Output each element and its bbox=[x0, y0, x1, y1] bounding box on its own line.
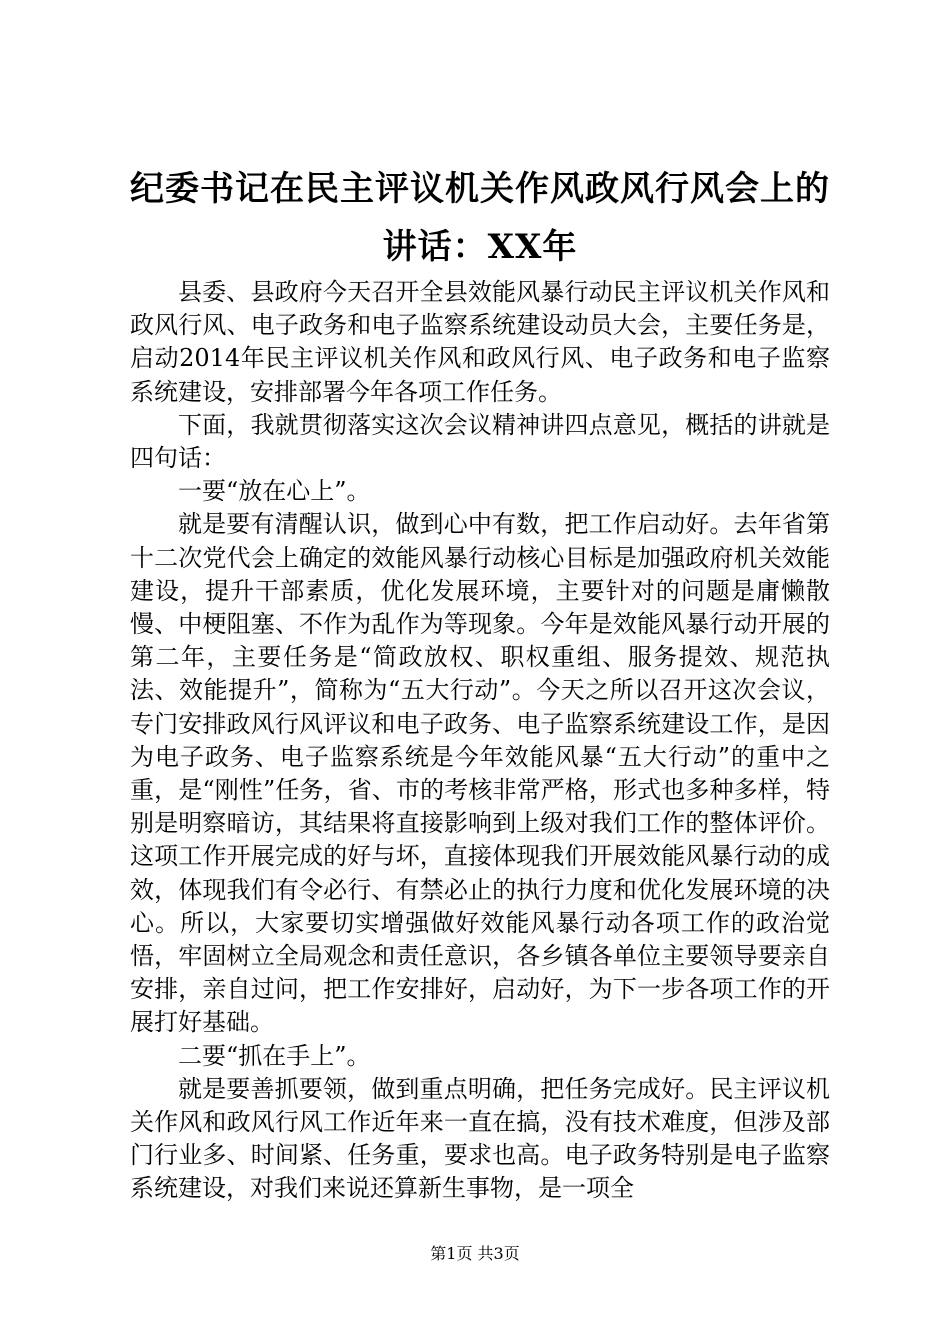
page-footer: 第1页 共3页 bbox=[430, 1244, 520, 1263]
title-line-1: 纪委书记在民主评议机关作风政风行风会上的 bbox=[130, 169, 830, 209]
document-body bbox=[130, 276, 830, 1206]
heading-point-1: 一要“放在心上”。 bbox=[178, 477, 371, 506]
heading-point-2: 二要“抓在手上”。 bbox=[178, 1041, 371, 1070]
document-page bbox=[130, 160, 830, 1206]
paragraph-3: 就是要有清醒认识，做到心中有数，把工作启动好。去年省第十二次党代会上确定的效能风暴行动核心目标是加强政府机关效能建设，提升干部素质，优化发展环境，主要针对的问题是庸懒散慢、中梗阻塞、不作为乱作为等现象。今年是效能风暴行动开展的第二年，主要任务是“简政放权、职权重组、服务提效、规范执法、效能提升”，简称为“五大行动”。今天之所以召开这次会议，专门安排政风行风评议和电子政务、电子监察系统建设工作，是因为电子政务、电子监察系统是今年效能风暴“五大行动”的重中之重，是“刚性”任务，省、市的考核非常严格，形式也多种多样，特别是明察暗访，其结果将直接影响到上级对我们工作的整体评价。这项工作开展完成的好与坏，直接体现我们开展效能风暴行动的成效，体现我们有令必行、有禁必止的执行力度和优化发展环境的决心。所以，大家要切实增强做好效能风暴行动各项工作的政治觉悟，牢固树立全局观念和责任意识，各乡镇各单位主要领导要亲自安排，亲自过问，把工作安排好，启动好，为下一步各项工作的开展打好基础。 bbox=[130, 510, 830, 1037]
title-line-2: 讲话：XX年 bbox=[382, 227, 578, 267]
paragraph-1: 县委、县政府今天召开全县效能风暴行动民主评议机关作风和政风行风、电子政务和电子监察系统建设动员大会，主要任务是，启动2014年民主评议机关作风和政风行风、电子政务和电子监察系统建设，安排部署今年各项工作任务。 bbox=[130, 278, 830, 406]
paragraph-2: 下面，我就贯彻落实这次会议精神讲四点意见，概括的讲就是四句话： bbox=[130, 410, 830, 473]
paragraph-4: 就是要善抓要领，做到重点明确，把任务完成好。民主评议机关作风和政风行风工作近年来一直在搞，没有技术难度，但涉及部门行业多、时间紧、任务重，要求也高。电子政务特别是电子监察系统建设，对我们来说还算新生事物，是一项全 bbox=[130, 1074, 830, 1203]
document-title bbox=[130, 160, 830, 276]
